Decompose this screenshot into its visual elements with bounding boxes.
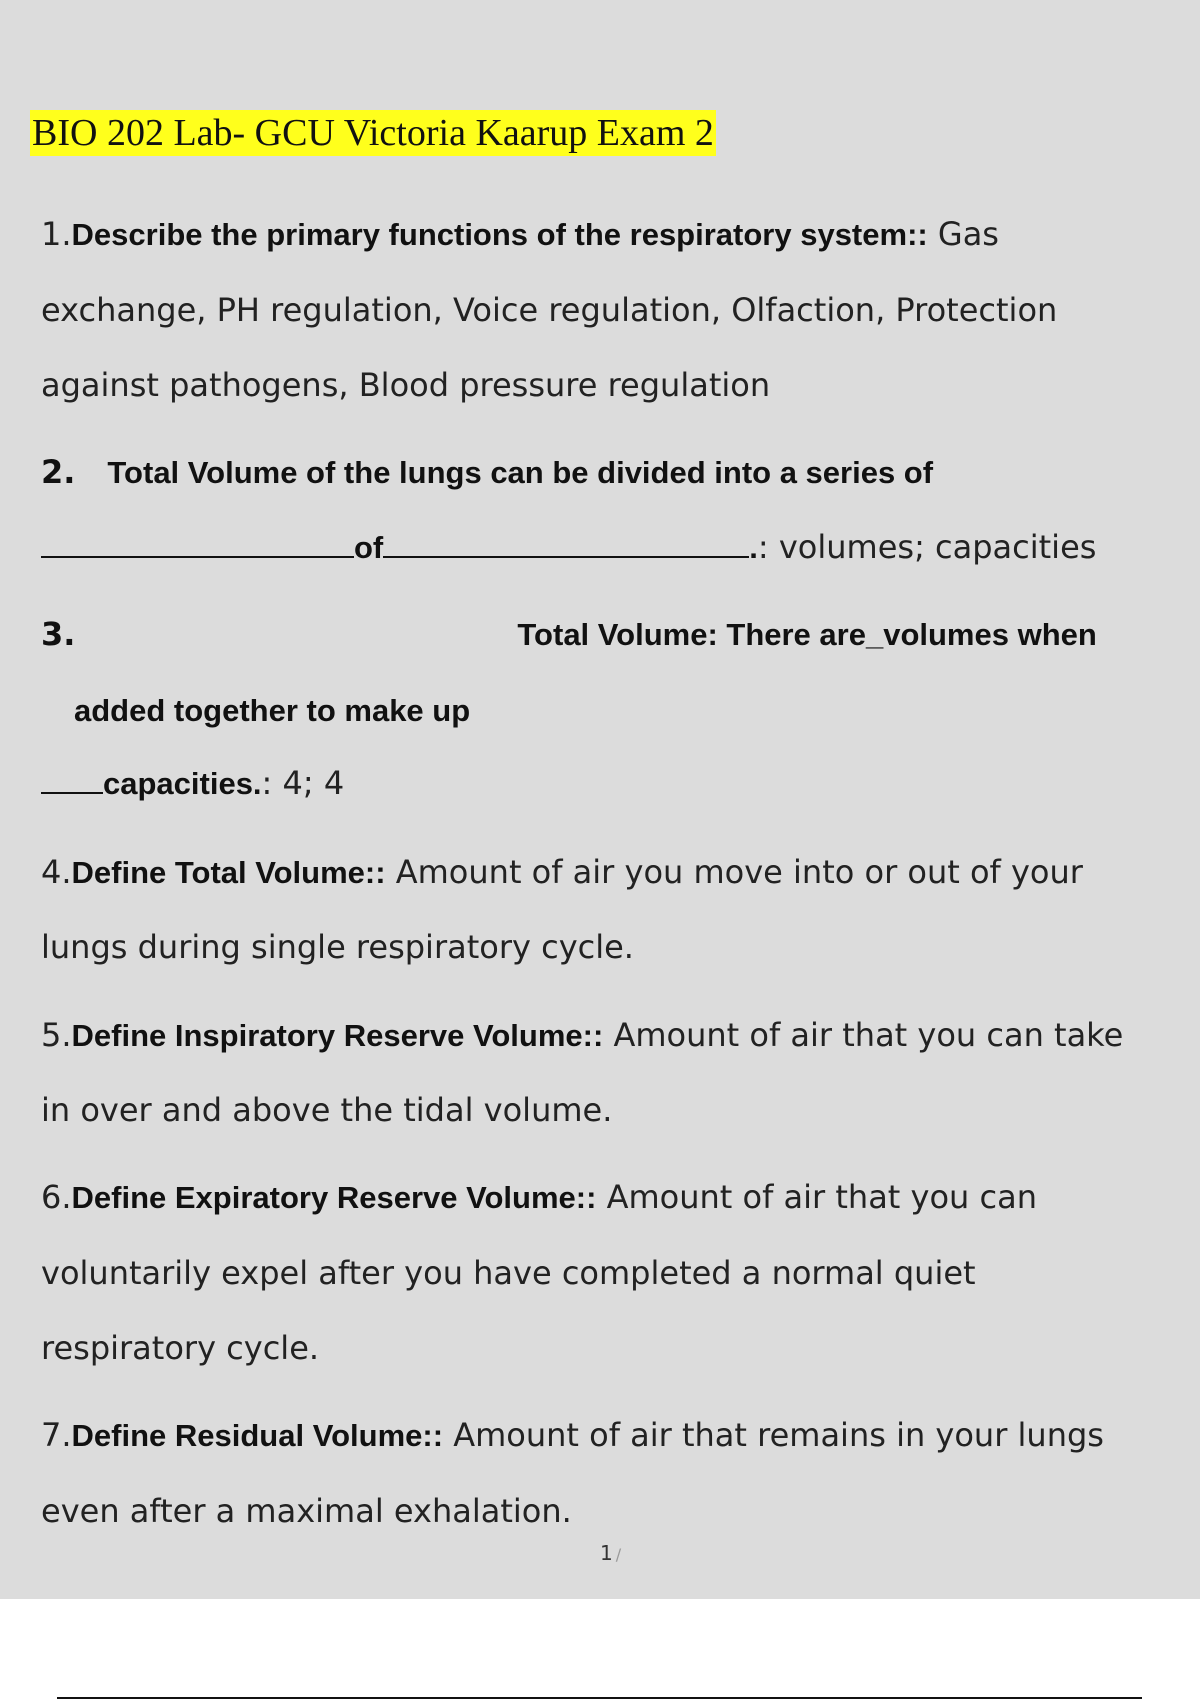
answer-text: Amount of air that you can take — [603, 1016, 1124, 1054]
item-4-line-1 — [41, 852, 1083, 893]
answer-text: Gas — [927, 215, 999, 253]
item-7-line-1 — [41, 1415, 1104, 1456]
item-5-line-1 — [41, 1015, 1123, 1056]
page-number — [600, 1541, 621, 1567]
fill-in-blank — [383, 530, 749, 558]
page-separator: / — [615, 1545, 622, 1564]
item-1-line-1 — [41, 214, 999, 255]
page-number-value: 1 — [600, 1541, 613, 1565]
question-text: capacities. — [103, 766, 262, 801]
item-number: 3. — [41, 615, 76, 653]
fill-in-blank — [41, 530, 354, 558]
item-3-line-3 — [41, 763, 344, 804]
item-number: 7. — [41, 1416, 72, 1454]
item-3-line-1 — [41, 614, 1097, 655]
answer-text: Amount of air that you can — [596, 1178, 1037, 1216]
item-number: 4. — [41, 853, 72, 891]
item-6-line-3: respiratory cycle. — [41, 1329, 320, 1367]
question-text: Define Expiratory Reserve Volume:: — [71, 1180, 597, 1215]
item-number: 2. — [41, 453, 76, 491]
document-title: BIO 202 Lab- GCU Victoria Kaarup Exam 2 — [32, 112, 714, 154]
answer-text: Amount of air you move into or out of your — [385, 853, 1083, 891]
item-number: 1. — [41, 215, 72, 253]
item-6-line-2: voluntarily expel after you have completed a normal quiet — [41, 1254, 976, 1292]
item-number: 5. — [41, 1016, 72, 1054]
item-2-line-2 — [41, 527, 1096, 568]
item-2-line-1 — [41, 452, 933, 493]
item-4-line-2: lungs during single respiratory cycle. — [41, 928, 634, 966]
item-1-line-2: exchange, PH regulation, Voice regulation, Olfaction, Protection — [41, 291, 1058, 329]
question-text: Describe the primary functions of the respiratory system:: — [71, 217, 928, 252]
question-text: Total Volume: There are_volumes when — [517, 617, 1097, 652]
question-text: Total Volume of the lungs can be divided into a series of — [107, 455, 934, 490]
item-1-line-3: against pathogens, Blood pressure regulation — [41, 366, 771, 404]
question-text: Define Residual Volume:: — [71, 1418, 444, 1453]
question-text: added together to make up — [74, 693, 471, 728]
item-5-line-2: in over and above the tidal volume. — [41, 1091, 613, 1129]
answer-text: Amount of air that remains in your lungs — [443, 1416, 1104, 1454]
question-text: Define Inspiratory Reserve Volume:: — [71, 1018, 604, 1053]
footer-divider — [57, 1697, 1142, 1699]
blank-connector: of — [354, 530, 384, 565]
fill-in-blank — [41, 766, 103, 794]
answer-text: : volumes; capacities — [757, 528, 1097, 566]
item-7-line-2: even after a maximal exhalation. — [41, 1492, 572, 1530]
question-text: Define Total Volume:: — [71, 855, 386, 890]
item-number: 6. — [41, 1178, 72, 1216]
item-6-line-1 — [41, 1177, 1037, 1218]
item-3-line-2 — [74, 690, 470, 731]
end-punctuation: . — [749, 530, 758, 565]
answer-text: : 4; 4 — [261, 764, 345, 802]
